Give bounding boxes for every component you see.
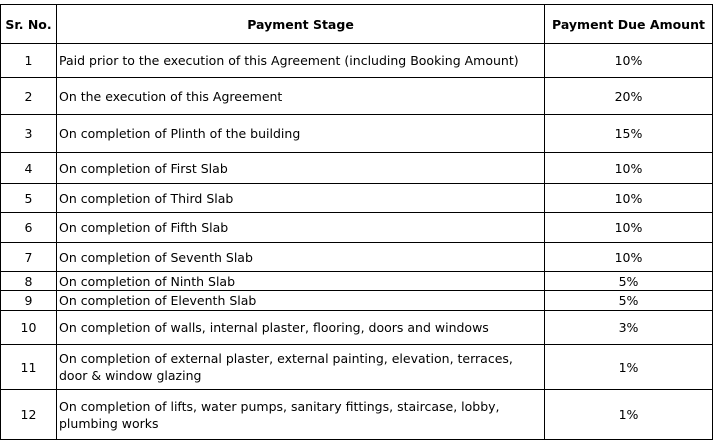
row-payment-stage: On completion of Third Slab: [57, 184, 545, 213]
row-payment-amount: 3%: [545, 311, 713, 345]
row-payment-stage: On completion of Seventh Slab: [57, 243, 545, 272]
row-sr-no: 9: [1, 291, 57, 311]
row-payment-amount: 10%: [545, 153, 713, 184]
row-sr-no: 6: [1, 213, 57, 243]
row-payment-amount: 10%: [545, 243, 713, 272]
header-sr-no: Sr. No.: [1, 5, 57, 44]
row-sr-no: 2: [1, 78, 57, 115]
table-row: [1, 291, 713, 311]
table-row: [1, 272, 713, 291]
row-payment-amount: 15%: [545, 115, 713, 153]
table-row: [1, 115, 713, 153]
payment-schedule-table: [0, 4, 713, 440]
row-payment-stage: Paid prior to the execution of this Agreement (including Booking Amount): [57, 44, 545, 78]
table-row: [1, 184, 713, 213]
row-payment-stage: On completion of walls, internal plaster, flooring, doors and windows: [57, 311, 545, 345]
row-payment-amount: 10%: [545, 213, 713, 243]
row-payment-stage: On completion of First Slab: [57, 153, 545, 184]
row-sr-no: 5: [1, 184, 57, 213]
row-sr-no: 3: [1, 115, 57, 153]
row-payment-amount: 1%: [545, 345, 713, 390]
row-sr-no: 1: [1, 44, 57, 78]
table-row: [1, 153, 713, 184]
table-row: [1, 78, 713, 115]
row-payment-amount: 10%: [545, 184, 713, 213]
row-payment-stage: On completion of Fifth Slab: [57, 213, 545, 243]
table-row: [1, 345, 713, 390]
row-payment-stage: On completion of Plinth of the building: [57, 115, 545, 153]
table-row: [1, 44, 713, 78]
row-payment-stage: On completion of external plaster, external painting, elevation, terraces, door & window glazing: [57, 345, 545, 390]
row-payment-amount: 1%: [545, 390, 713, 440]
row-sr-no: 7: [1, 243, 57, 272]
header-payment-due-amount: Payment Due Amount: [545, 5, 713, 44]
table-row: [1, 311, 713, 345]
row-payment-stage: On completion of Eleventh Slab: [57, 291, 545, 311]
table-header-row: [1, 5, 713, 44]
row-sr-no: 8: [1, 272, 57, 291]
row-sr-no: 11: [1, 345, 57, 390]
row-payment-stage: On completion of lifts, water pumps, sanitary fittings, staircase, lobby, plumbing works: [57, 390, 545, 440]
row-payment-amount: 5%: [545, 272, 713, 291]
table-row: [1, 390, 713, 440]
header-payment-stage: Payment Stage: [57, 5, 545, 44]
row-sr-no: 10: [1, 311, 57, 345]
row-payment-stage: On completion of Ninth Slab: [57, 272, 545, 291]
row-payment-amount: 5%: [545, 291, 713, 311]
table-row: [1, 213, 713, 243]
table-row: [1, 243, 713, 272]
row-payment-amount: 20%: [545, 78, 713, 115]
row-sr-no: 12: [1, 390, 57, 440]
row-payment-stage: On the execution of this Agreement: [57, 78, 545, 115]
row-sr-no: 4: [1, 153, 57, 184]
row-payment-amount: 10%: [545, 44, 713, 78]
